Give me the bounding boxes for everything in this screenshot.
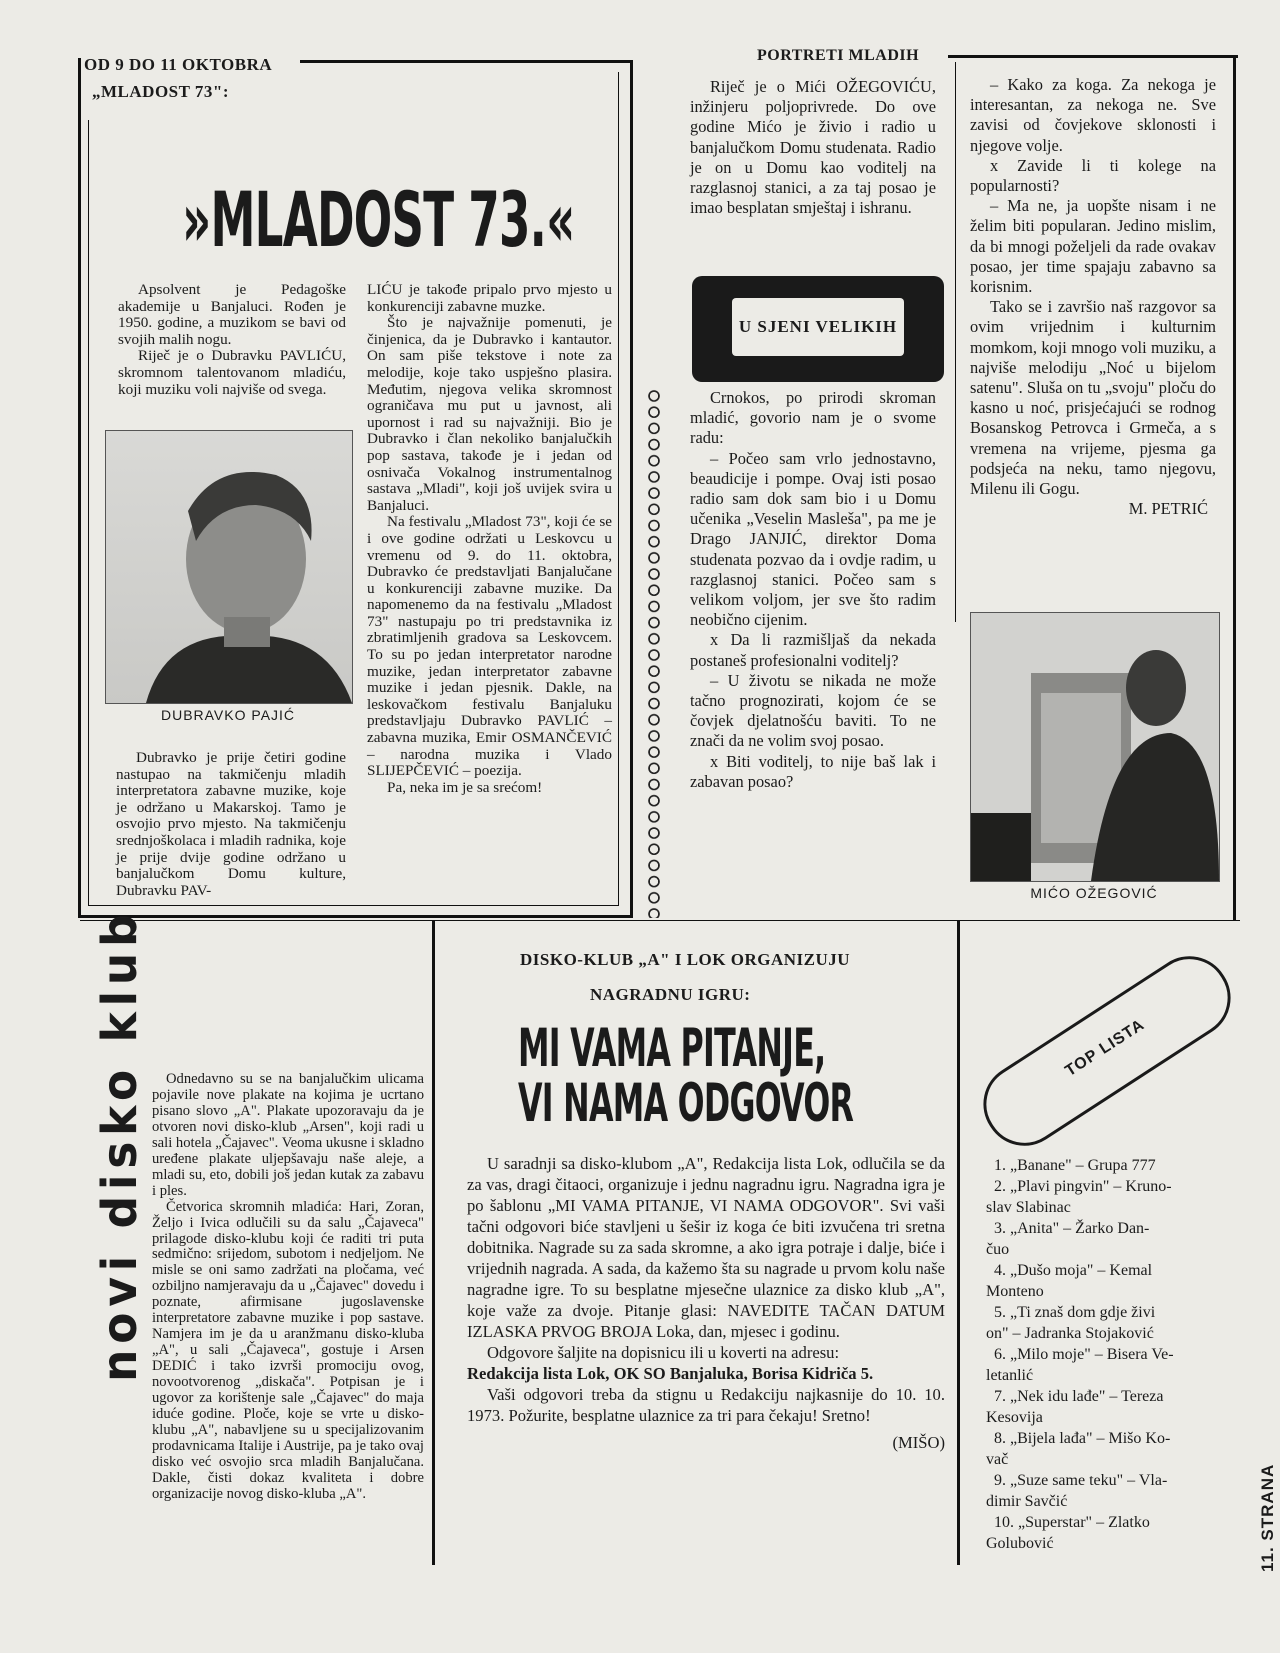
list-item: letanlić bbox=[986, 1367, 1034, 1384]
portreti-col1-top bbox=[690, 77, 936, 218]
paragraph: – Počeo sam vrlo jednostavno, beaudicije i pompe. Ovaj isti posao radio sam dok sam bio i u Domu učenika „Veselin Masleša", pa me je Drago JANJIĆ, direktor Doma studenata pozvao da i ovdje radim, u razglasnoj stanici. Počeo sam s velikom voljom, jer sve što radim neobično cijenim. bbox=[690, 448, 936, 630]
list-item: dimir Savčić bbox=[986, 1493, 1068, 1510]
paragraph: Pa, neka im je sa srećom! bbox=[387, 778, 543, 796]
contest-kicker-1: DISKO-KLUB „A" I LOK ORGANIZUJU bbox=[520, 950, 851, 969]
top-lista-list bbox=[986, 1155, 1240, 1554]
frame-bottom-rule bbox=[80, 915, 632, 918]
top-lista-badge bbox=[968, 941, 1246, 1161]
list-item: Kesovija bbox=[986, 1409, 1043, 1426]
left-kicker-2: „MLADOST 73": bbox=[92, 82, 229, 101]
frame-right-rule bbox=[630, 60, 633, 918]
paragraph: Dubravko je prije četiri godine nastupao na takmičenju mladih interpretatora zabavne muzike, koje je održano u Makarskoj. Tamo je osvojio prvo mjesto. Na takmičenju srednjoškolaca i mladih radnika, koje je prije dvije godine održano u banjalučkom Domu kulture, Dubravku PAV- bbox=[116, 749, 346, 899]
list-item: Golubović bbox=[986, 1535, 1054, 1552]
contest-headline-2: VI NAMA ODGOVOR bbox=[518, 1073, 854, 1135]
list-item: 5. „Ti znaš dom gdje živi bbox=[994, 1304, 1156, 1321]
frame-left-rule bbox=[78, 58, 81, 918]
paragraph: Na festivalu „Mladost 73", koji će se i ove godine održati u Leskovcu u vremenu od 9. do 11. oktobra, Dubravko će predstavljati Banjalučane u konkurenciji zabavne muzike. Da napomenemo da na festivalu „Mladost 73" nastupaju po tri predstavnika iz zbratimljenih gradova sa Leskovcem. To su po jedan interpretator narodne muzike, jedan interpretator zabavne muzike i jedan pjesnik. Dakle, na leskovačkom festivalu Banjaluku predstavljaju Dubravko PAVLIĆ – zabavna muzika, Emir OSMANČEVIĆ – narodna muzika i Vlado SLIJEPČEVIĆ – poezija. bbox=[367, 513, 612, 780]
list-item: 1. „Banane" – Grupa 777 bbox=[994, 1157, 1156, 1174]
paragraph: Tako se i završio naš razgovor sa ovim vrijednim i kulturnim momkom, koji mnogo voli muziku, a najviše melodiju „Noć u bijelom satenu". Sluša on tu „svoju" ploču do kasno u noć, prisjećajući se rodnog Bosanskog Petrovca i Grmeča, a s vremena na vrijeme, pjesma ga podsjeća na neku, tamo njegovu, Milenu ili Gogu. bbox=[970, 297, 1216, 499]
list-item: on" – Jadranka Stojaković bbox=[986, 1325, 1154, 1342]
u-sjeni-title: U SJENI VELIKIH bbox=[738, 317, 898, 336]
page-number: 11. STRANA bbox=[1258, 1463, 1277, 1572]
bottom-top-rule bbox=[80, 920, 1240, 921]
address: Redakcija lista Lok, OK SO Banjaluka, Borisa Kidriča 5. bbox=[467, 1364, 874, 1383]
author-signature: M. PETRIĆ bbox=[1128, 499, 1208, 519]
paragraph: Četvorica skromnih mladića: Hari, Zoran, Željo i Ivica odlučili su da salu „Čajaveca" prilagode disko-klubu koji će raditi tri puta sedmično: srijedom, subotom i nedjeljom. Ne misle se oni samo zadržati na pločama, već ozbiljno namjeravaju da u „Čajavec" dovedu i poznate, afirmisane jugoslavenske interpretatore zabavne muzike i pop sastave. Namjera im je da u aranžmanu disko-kluba „A", u sali „Čajaveca", gostuje i Arsen DEDIĆ i tako izvrši promociju ovog, novootvorenog „diskača". Potpisan je i ugovor za korištenje sale „Čajavec" do maja iduće godine. Ploče, koje se vrte u disko-klubu „A", nabavljene su u specijalizovanim prodavnicama Italije i Austrije, pa je tako ovaj disko već osvojio srca mladih Banjalučana. Dakle, čisti dokaz kvaliteta i dobre organizacije novog disko-kluba „A". bbox=[152, 1198, 424, 1502]
list-item: čuo bbox=[986, 1241, 1010, 1258]
u-sjeni-box-inner bbox=[732, 298, 904, 356]
portreti-col1 bbox=[690, 388, 936, 792]
paragraph: – Ma ne, ja uopšte nisam i ne želim biti popularan. Jedino mislim, da bi mnogi poželjeli da rade ovakav posao, jer time spajaju zabavno sa korisnim. bbox=[970, 196, 1216, 297]
paragraph: Crnokos, po prirodi skroman mladić, govorio nam je o svome radu: bbox=[690, 388, 936, 448]
paragraph: LIĆU je takođe pripalo prvo mjesto u konkurenciji zabavne muzke. bbox=[367, 281, 612, 315]
paragraph: x Da li razmišljaš da nekada postaneš profesionalni voditelj? bbox=[690, 630, 936, 670]
mico-illustration bbox=[971, 613, 1219, 881]
paragraph: Odgovore šaljite na dopisnicu ili u koverti na adresu: bbox=[487, 1343, 840, 1362]
left-article-col2 bbox=[367, 282, 612, 796]
contest-text bbox=[467, 1153, 945, 1453]
list-item: 3. „Anita" – Žarko Dan- bbox=[994, 1220, 1150, 1237]
frame-top-rule bbox=[300, 60, 632, 63]
paragraph: Vaši odgovori treba da stignu u Redakciju najkasnije do 10. 10. 1973. Požurite, besplatne ulaznice za tri para čekaju! Sretno! bbox=[467, 1385, 945, 1425]
list-item: 4. „Dušo moja" – Kemal bbox=[994, 1262, 1153, 1279]
mico-caption: MIĆO OŽEGOVIĆ bbox=[1030, 885, 1158, 901]
inner-left-rule bbox=[88, 120, 89, 905]
disko-divider bbox=[432, 920, 435, 1565]
dubravko-photo bbox=[105, 430, 353, 704]
contest-signature: (MIŠO) bbox=[892, 1433, 945, 1452]
mico-photo bbox=[970, 612, 1220, 882]
list-item: Monteno bbox=[986, 1283, 1044, 1300]
mladost-headline: »MLADOST 73.« bbox=[182, 176, 575, 265]
left-kicker-1: OD 9 DO 11 OKTOBRA bbox=[84, 55, 273, 74]
list-item: 9. „Suze same teku" – Vla- bbox=[994, 1472, 1168, 1489]
circle-divider bbox=[646, 388, 662, 918]
left-article-col1-bottom bbox=[116, 750, 346, 899]
inner-right-rule bbox=[618, 72, 619, 906]
paragraph: x Biti voditelj, to nije baš lak i zabavan posao? bbox=[690, 751, 936, 791]
paragraph: – U životu se nikada ne može tačno prognozirati, kojom će se čovjek djelatnošću baviti. To ne znači da ne volim svoj posao. bbox=[690, 670, 936, 751]
list-item: 10. „Superstar" – Zlatko bbox=[994, 1514, 1150, 1531]
portreti-right-rule bbox=[1233, 55, 1236, 920]
paragraph: Apsolvent je Pedagoške akademije u Banjaluci. Rođen je 1950. godine, a muzikom se bavi od svojih malih nogu. bbox=[118, 281, 346, 348]
paragraph: Odnedavno su se na banjalučkim ulicama pojavile nove plakate na kojima je ucrtano pisano slovo „A". Plakate upozoravaju da je otvoren novi disko-klub „Arsen", koji radi u sali hotela „Čajavec". Veoma ukusne i skladno uređene plakate uljepšavaju naše aleje, a mladi su, eto, dobili još jedan kutak za zabavu i ples. bbox=[152, 1071, 424, 1199]
paragraph: Što je najvažnije pomenuti, je činjenica, da je Dubravko i kantautor. On sam piše tekstove i note za melodije, koje tako uspješno plasira. Međutim, njegova velika skromnost ograničava mu put u javnost, ali upornost i rad su najvažniji. Bio je Dubravko i član nekoliko banjalučkih pop sastava, takođe je i jedan od osnivača Vokalnog instrumentalnog sastava „Mladi", koji još uvijek svira u Banjaluci. bbox=[367, 314, 612, 514]
top-lista-title: TOP LISTA bbox=[1062, 1016, 1148, 1080]
disko-article-text bbox=[152, 1072, 424, 1503]
list-item: 7. „Nek idu lađe" – Tereza bbox=[994, 1388, 1164, 1405]
contest-headline-1: MI VAMA PITANJE, bbox=[518, 1018, 826, 1080]
paragraph: Riječ je o Dubravku PAVLIĆU, skromnom talentovanom mladiću, koji muziku voli najviše od svega. bbox=[118, 347, 346, 398]
portreti-col2 bbox=[970, 75, 1216, 519]
list-item: 8. „Bijela lađa" – Mišo Ko- bbox=[994, 1430, 1171, 1447]
portreti-section-title: PORTRETI MLADIH bbox=[757, 47, 920, 64]
list-item: slav Slabinac bbox=[986, 1199, 1071, 1216]
paragraph: – Kako za koga. Za nekoga je interesantan, za nekoga ne. Sve zavisi od čovjekove sklonosti i njegove volje. bbox=[970, 75, 1216, 155]
portreti-mid-rule bbox=[955, 62, 956, 622]
dubravko-caption: DUBRAVKO PAJIĆ bbox=[160, 707, 296, 723]
u-sjeni-box bbox=[692, 276, 944, 382]
paragraph: x Zavide li ti kolege na popularnosti? bbox=[970, 155, 1216, 196]
paragraph: U saradnji sa disko-klubom „A", Redakcija lista Lok, odlučila se da za vas, dragi čitaoci, organizuje i jednu nagradnu igru. Nagradna igra je po šablonu „MI VAMA PITANJE, VI NAMA ODGOVOR". Svi vaši tačni odgovori biće stavljeni u šešir iz koga će biti izvučena tri sretna dobitnika. Nagrade su za sada skromne, a ako igra potraje i dalje, biće i vrijednih nagrada. A sada, da kažemo šta su nagrade u prvom kolu naše nagradne igre. To su besplatne mjesečne ulaznice za disko klub „A", koje važe za dvoje. Pitanje glasi: NAVEDITE TAČAN DATUM IZLASKA PRVOG BROJA Loka, dan, mjesec i godinu. bbox=[467, 1154, 945, 1341]
paragraph: Riječ je o Mići OŽEGOVIĆU, inžinjeru poljoprivrede. Do ove godine Mićo je živio i radio u banjalučkom Domu studenata. Radio je on u Domu kao voditelj na razglasnoj stanici, a za taj posao je imao besplatan smještaj i ishranu. bbox=[690, 77, 936, 218]
list-item: 2. „Plavi pingvin" – Kruno- bbox=[994, 1178, 1172, 1195]
portreti-top-rule bbox=[948, 55, 1238, 58]
left-article-col1 bbox=[118, 282, 346, 398]
contest-kicker-2: NAGRADNU IGRU: bbox=[590, 985, 751, 1004]
contest-divider bbox=[957, 920, 960, 1565]
portrait-illustration bbox=[106, 431, 352, 703]
list-item: vač bbox=[986, 1451, 1009, 1468]
list-item: 6. „Milo moje" – Bisera Ve- bbox=[994, 1346, 1174, 1363]
inner-bottom-rule bbox=[88, 905, 618, 906]
novi-disko-klub-title: novi disko klub bbox=[92, 908, 148, 1382]
